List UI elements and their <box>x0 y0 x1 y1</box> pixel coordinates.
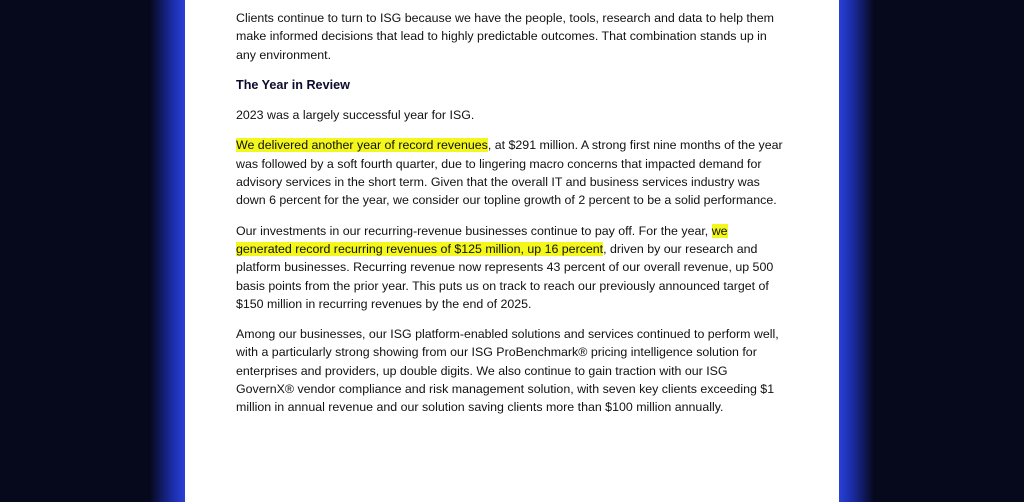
platform-paragraph: Among our businesses, our ISG platform-enabled solutions and services continued to perform well, with a particularly strong showing from our ISG ProBenchmark® pricing intelligence solution for enterprises and providers, up double digits. We also continue to gain traction with our ISG GovernX® vendor compliance and risk management solution, with seven key clients exceeding $1 million in annual revenue and our solution saving clients more than $100 million annually. <box>236 327 779 415</box>
summary-paragraph: 2023 was a largely successful year for ISG. <box>236 108 475 123</box>
recurring-revenue-paragraph <box>236 222 784 313</box>
paragraph-text: Our investments in our recurring-revenue businesses continue to pay off. For the year, <box>236 223 712 238</box>
paragraph-text: , driven by our research and platform businesses. Recurring revenue now represents 43 percent of our overall revenue, up 500 basis points from the prior year. This puts us on track to reach our previously announced target of $150 million in recurring revenues by the end of 2025. <box>236 241 774 311</box>
intro-paragraph: Clients continue to turn to ISG because we have the people, tools, research and data to help them make informed decisions that lead to highly predictable outcomes. That combination stands up in any environment. <box>236 11 774 62</box>
paragraph-text: , at $291 million. A strong first nine months of the year was followed by a soft fourth quarter, due to lingering macro concerns that impacted demand for advisory services in the short term. Given that the overall IT and business services industry was down 6 percent for the year, we consider our topline growth of 2 percent to be a solid performance. <box>236 138 783 208</box>
section-heading: The Year in Review <box>236 77 350 92</box>
right-frame-glow <box>834 0 874 502</box>
highlighted-text: we generated record recurring revenues of $125 million, up 16 percent <box>236 223 728 256</box>
revenue-paragraph <box>236 136 784 209</box>
document-body <box>236 9 784 429</box>
document-page <box>185 0 839 502</box>
left-frame-glow <box>150 0 190 502</box>
highlighted-text: We delivered another year of record revenues <box>236 138 488 153</box>
